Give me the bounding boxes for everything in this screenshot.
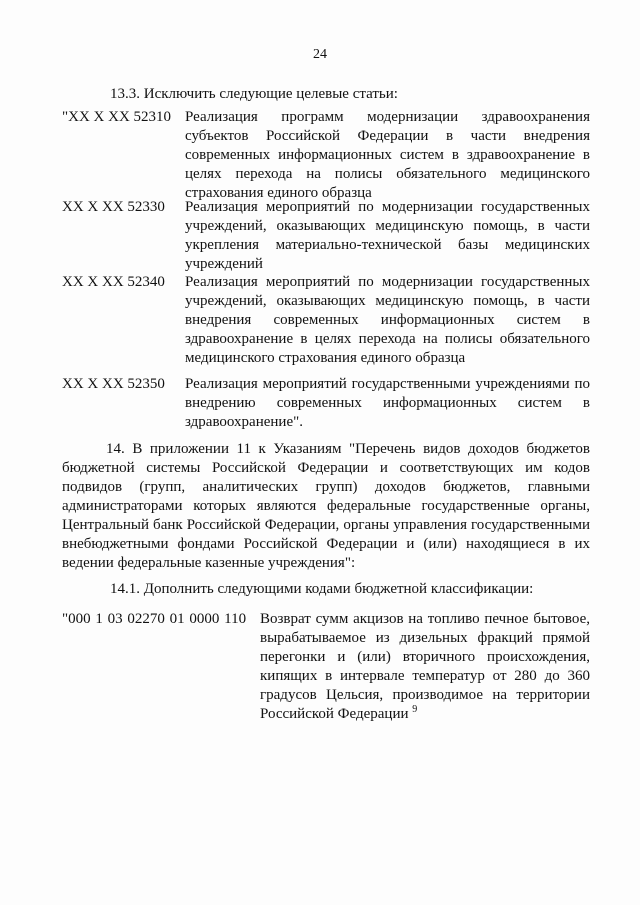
entry-text-52310: Реализация программ модернизации здравоохранения субъектов Российской Федерации в части внедрения современных информационных систем в здравоохранение в целях перехода на полисы обязательного медицинского страхования единого образца xyxy=(185,109,590,201)
entry-code-52310: "ХХ Х ХХ 52310 xyxy=(62,109,172,125)
entry-code-52330: ХХ Х ХХ 52330 xyxy=(62,199,165,215)
footnote-marker: 9 xyxy=(412,704,418,715)
entry-text-52330: Реализация мероприятий по модернизации государственных учреждений, оказывающих медицинскую помощь, в части укрепления материально-технической базы медицинских учреждений xyxy=(185,199,590,272)
entry-text-52350: Реализация мероприятий государственными учреждениями по внедрению современных информационных систем в здравоохранение". xyxy=(185,376,590,430)
section-13-3-heading: 13.3. Исключить следующие целевые статьи: xyxy=(110,86,398,102)
budget-code-description-text: Возврат сумм акцизов на топливо печное бытовое, вырабатываемое из дизельных фракций прямой перегонки и (или) вторичного происхождения, кипящих в интервале температур от 280 до 360 градусов Цельсия, производимое на территории Российской Федерации xyxy=(260,611,590,722)
budget-code-description xyxy=(260,610,590,724)
section-14-paragraph: 14. В приложении 11 к Указаниям "Перечень видов доходов бюджетов бюджетной системы Российской Федерации и соответствующих им кодов подвидов (групп, аналитических групп) доходов бюджетов, главными администраторами которых являются федеральные государственные органы, Центральный банк Российской Федерации, органы управления государственными внебюджетными фондами Российской Федерации и (или) находящиеся в их ведении федеральные казенные учреждения": xyxy=(62,441,590,571)
entry-code-52340: ХХ Х ХХ 52340 xyxy=(62,274,165,290)
entry-text-52340: Реализация мероприятий по модернизации государственных учреждений, оказывающих медицинскую помощь, в части внедрения современных информационных систем в здравоохранение в целях перехода на полисы обязательного медицинского страхования единого образца xyxy=(185,274,590,366)
budget-code: "000 1 03 02270 01 0000 110 xyxy=(62,611,247,627)
section-14-1-heading: 14.1. Дополнить следующими кодами бюджетной классификации: xyxy=(110,581,534,597)
entry-code-52350: ХХ Х ХХ 52350 xyxy=(62,376,165,392)
page-number: 24 xyxy=(313,47,327,62)
